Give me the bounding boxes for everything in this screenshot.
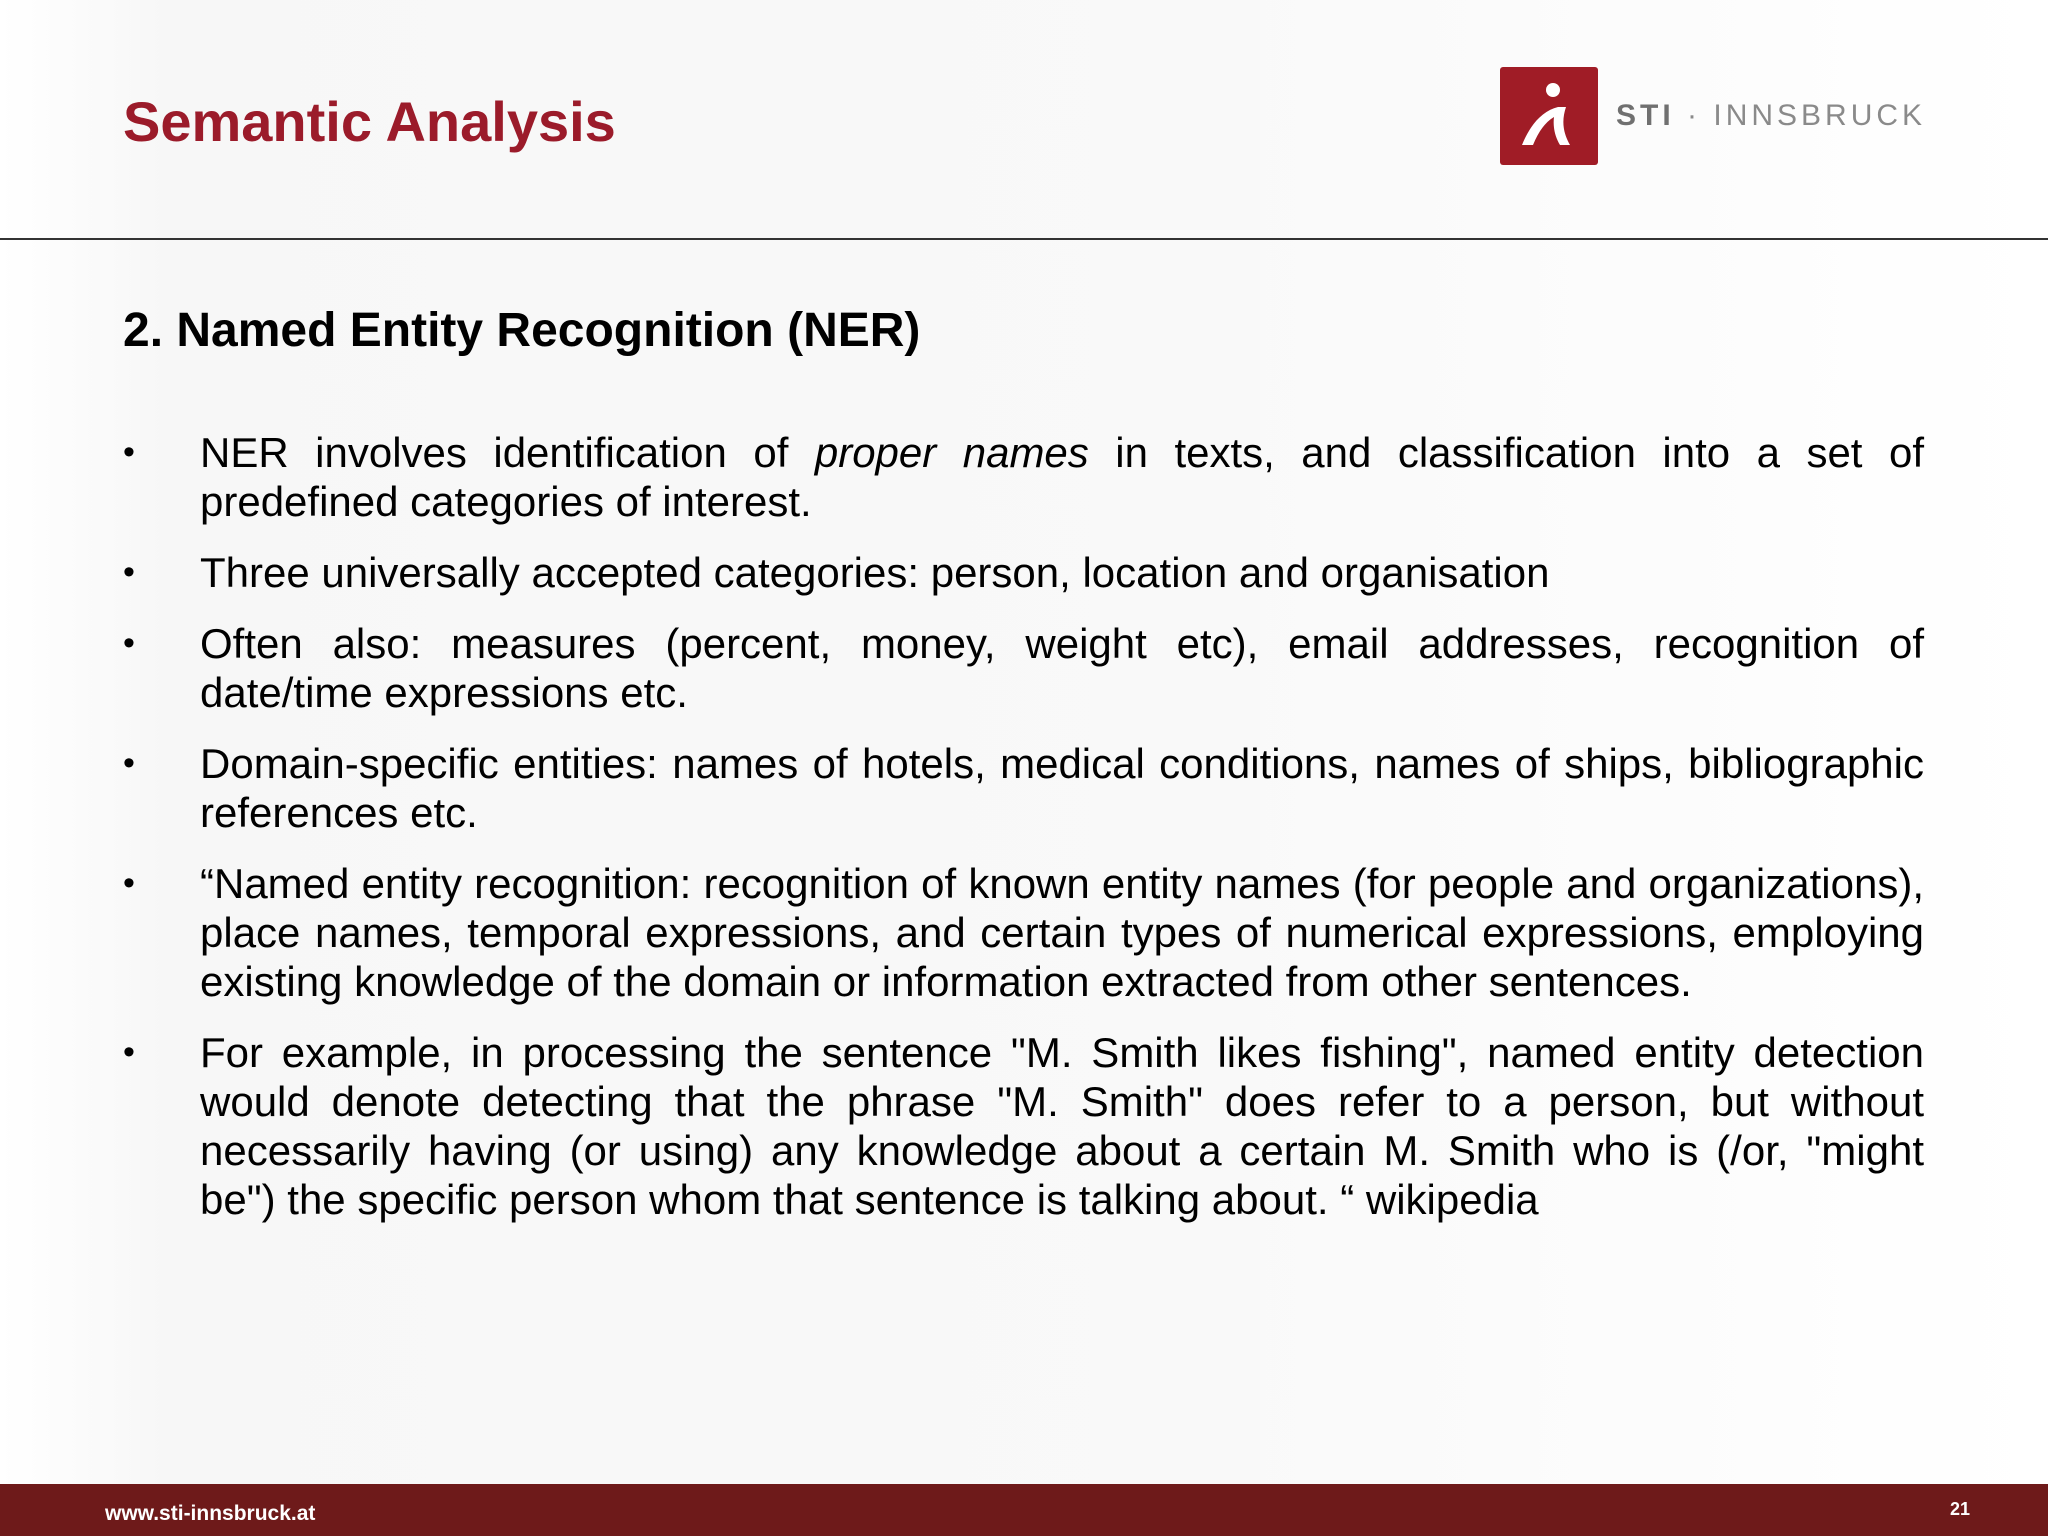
bullet-text-continued: in texts, and classification into a set of predefined categories of interest. [200, 429, 1924, 525]
bullet-text: “Named entity recognition: recognition of known entity names (for people and organizations), place names, temporal expressions, and certain types of numerical expressions, employing existing knowledge of the domain or information extracted from other sentences. [200, 860, 1924, 1005]
slide-title: Semantic Analysis [123, 90, 616, 153]
bullet-marker: • [123, 624, 135, 662]
bullet-text: Three universally accepted categories: person, location and organisation [200, 549, 1550, 596]
section-heading: 2. Named Entity Recognition (NER) [123, 304, 921, 357]
bullet-list [123, 428, 1924, 1246]
bullet-marker: • [123, 744, 135, 782]
bullet-marker: • [123, 864, 135, 902]
header-divider [0, 238, 2048, 240]
bullet-item [123, 619, 1924, 717]
bullet-item [123, 548, 1924, 597]
bullet-item [123, 859, 1924, 1006]
sti-figure-icon [1500, 67, 1598, 165]
logo-text-sti: STI [1616, 99, 1675, 132]
logo-wordmark [1616, 99, 1926, 133]
sti-innsbruck-logo [1500, 67, 1926, 165]
bullet-text: Often also: measures (percent, money, weight etc), email addresses, recognition of date/time expressions etc. [200, 620, 1924, 716]
bullet-item [123, 1028, 1924, 1224]
logo-separator: · [1687, 99, 1702, 132]
bullet-text: Domain-specific entities: names of hotels, medical conditions, names of ships, bibliographic references etc. [200, 740, 1924, 836]
bullet-emphasis: proper names [814, 429, 1089, 476]
bullet-item [123, 428, 1924, 526]
footer-url: www.sti-innsbruck.at [105, 1502, 316, 1525]
logo-text-innsbruck: INNSBRUCK [1713, 99, 1927, 132]
bullet-text: NER involves identification of [200, 429, 815, 476]
page-number: 21 [1949, 1499, 1970, 1519]
bullet-text: For example, in processing the sentence "M. Smith likes fishing", named entity detection would denote detecting that the phrase "M. Smith" does refer to a person, but without necessarily having (or using) any knowledge about a certain M. Smith who is (/or, "might be") the specific person whom that sentence is talking about. “ wikipedia [200, 1029, 1924, 1223]
bullet-marker: • [123, 433, 135, 471]
bullet-item [123, 739, 1924, 837]
bullet-marker: • [123, 553, 135, 591]
bullet-marker: • [123, 1033, 135, 1071]
